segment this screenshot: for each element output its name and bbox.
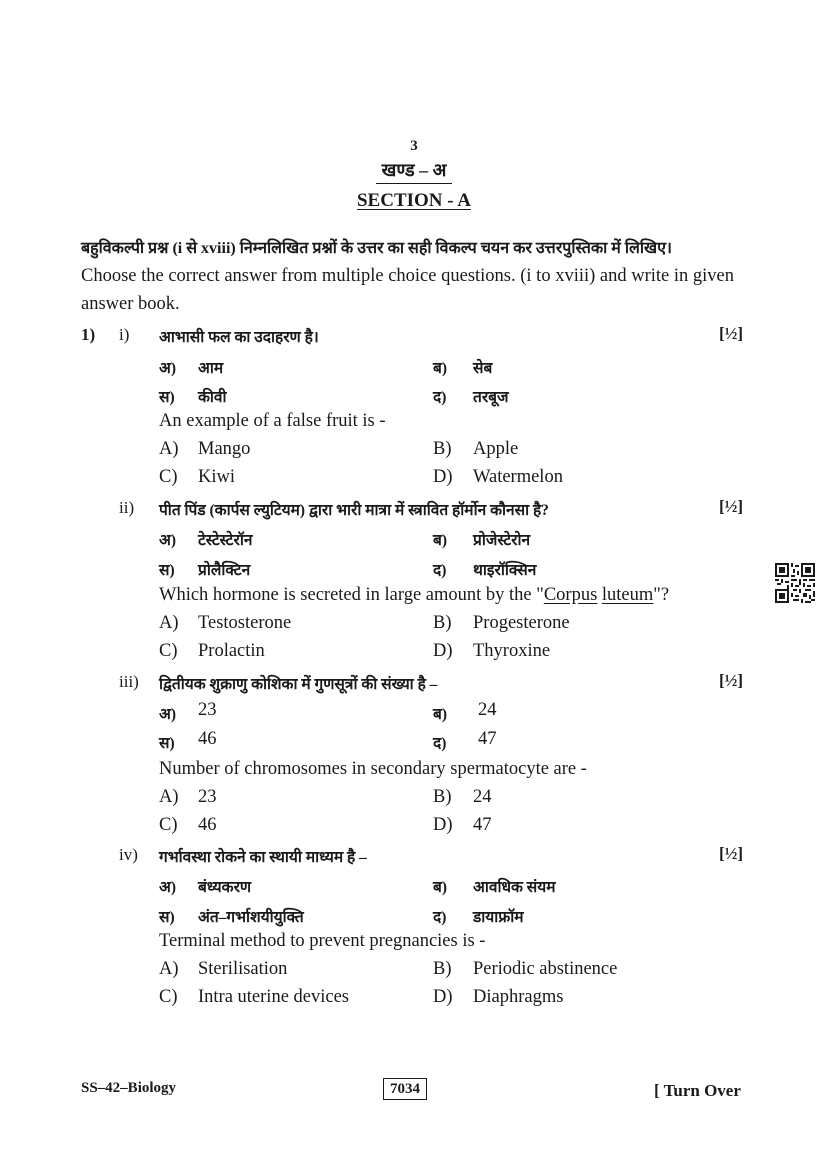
section-title-underline: [376, 183, 452, 184]
footer-subject-code: SS–42–Biology: [81, 1080, 177, 1096]
page-number: 3: [410, 138, 418, 154]
option-label: C): [159, 815, 178, 835]
option-label: स): [159, 735, 175, 752]
instruction-english: Choose the correct answer from multiple choice questions. (i to xviii) and write in given answer book.: [81, 266, 734, 314]
option-label: D): [433, 467, 453, 487]
option-text: Intra uterine devices: [198, 987, 350, 1007]
option-text: Testosterone: [198, 613, 292, 633]
question-marks: [½]: [719, 324, 744, 343]
option-label: D): [433, 815, 453, 835]
option-label: अ): [159, 706, 177, 723]
option-label: B): [433, 787, 452, 807]
question-roman: iii): [119, 672, 139, 691]
question-marks: [½]: [719, 671, 744, 690]
option-text: आवधिक संयम: [473, 879, 556, 896]
option-text: 23: [198, 700, 217, 720]
option-label: B): [433, 439, 452, 459]
option-label: ब): [433, 360, 448, 377]
option-text: आम: [198, 360, 224, 377]
question-roman: iv): [119, 845, 138, 864]
option-text: Mango: [198, 439, 251, 459]
option-text: टेस्टेस्टेरॉन: [198, 532, 253, 549]
option-label: ब): [433, 706, 448, 723]
option-text: 46: [198, 815, 217, 835]
question-roman: ii): [119, 498, 135, 517]
option-text: Thyroxine: [473, 641, 551, 661]
option-text: 46: [198, 729, 217, 749]
option-text: Sterilisation: [198, 959, 288, 979]
option-label: D): [433, 987, 453, 1007]
option-label: अ): [159, 879, 177, 896]
footer-paper-code: 7034: [383, 1078, 427, 1100]
option-text: 23: [198, 787, 217, 807]
option-label: ब): [433, 532, 448, 549]
option-label: द): [433, 909, 447, 926]
option-text: सेब: [473, 360, 493, 377]
option-label: द): [433, 389, 447, 406]
option-label: C): [159, 467, 178, 487]
option-label: D): [433, 641, 453, 661]
option-text: बंध्यकरण: [198, 879, 252, 896]
footer-turn-over: [ Turn Over: [654, 1081, 741, 1100]
question-marks: [½]: [719, 497, 744, 516]
option-label: A): [159, 439, 179, 459]
question-hindi: गर्भावस्था रोकने का स्थायी माध्यम है –: [159, 849, 367, 866]
option-text: कीवी: [198, 389, 227, 406]
option-text: Diaphragms: [473, 987, 564, 1007]
question-roman: i): [119, 325, 130, 344]
option-text: Watermelon: [473, 467, 563, 487]
option-text: डायाफ्रॉम: [473, 909, 524, 926]
instruction-hindi: बहुविकल्पी प्रश्न (i से xviii) निम्नलिखित प्रश्नों के उत्तर का सही विकल्प चयन कर उत्तरपुस्तिका में लिखिए।: [81, 240, 672, 257]
option-text: Prolactin: [198, 641, 265, 661]
option-text: 24: [473, 787, 492, 807]
option-text: तरबूज: [473, 389, 509, 406]
question-english: An example of a false fruit is -: [159, 411, 386, 431]
underlined-term: luteum: [601, 585, 654, 605]
option-label: B): [433, 613, 452, 633]
question-english: Number of chromosomes in secondary spermatocyte are -: [159, 759, 587, 779]
option-label: स): [159, 389, 175, 406]
question-hindi: पीत पिंड (कार्पस ल्युटियम) द्वारा भारी मात्रा में स्त्रावित हॉर्मोन कौनसा है?: [159, 502, 549, 519]
question-hindi: आभासी फल का उदाहरण है।: [159, 329, 319, 346]
section-title-english: SECTION - A: [356, 190, 472, 211]
option-text: थाइरॉक्सिन: [473, 562, 537, 579]
option-text: Progesterone: [473, 613, 570, 633]
question-english: Terminal method to prevent pregnancies is -: [159, 931, 486, 951]
option-label: A): [159, 787, 179, 807]
qr-code-icon: [775, 563, 815, 603]
option-label: B): [433, 959, 452, 979]
option-label: C): [159, 987, 178, 1007]
option-text: 24: [478, 700, 497, 720]
question-english: [159, 585, 669, 606]
option-label: स): [159, 562, 175, 579]
option-label: C): [159, 641, 178, 661]
option-text: प्रोजेस्टेरोन: [473, 532, 531, 549]
option-text: Periodic abstinence: [473, 959, 618, 979]
option-label: द): [433, 735, 447, 752]
question-number: 1): [81, 325, 96, 344]
option-text: 47: [478, 729, 497, 749]
question-marks: [½]: [719, 844, 744, 863]
section-title-hindi: खण्ड – अ: [381, 160, 447, 180]
question-hindi: द्वितीयक शुक्राणु कोशिका में गुणसूत्रों की संख्या है –: [159, 676, 438, 693]
underlined-term: Corpus: [543, 585, 598, 605]
option-label: अ): [159, 360, 177, 377]
question-english-text: "?: [653, 585, 670, 605]
option-text: 47: [473, 815, 492, 835]
option-label: द): [433, 562, 447, 579]
option-label: A): [159, 959, 179, 979]
option-label: अ): [159, 532, 177, 549]
option-text: अंत–गर्भाशयीयुक्ति: [198, 909, 304, 926]
option-text: Apple: [473, 439, 519, 459]
option-label: स): [159, 909, 175, 926]
question-english-text: Which hormone is secreted in large amount by the ": [159, 585, 544, 605]
option-text: प्रोलैक्टिन: [198, 562, 251, 579]
option-label: A): [159, 613, 179, 633]
option-text: Kiwi: [198, 467, 235, 487]
option-label: ब): [433, 879, 448, 896]
